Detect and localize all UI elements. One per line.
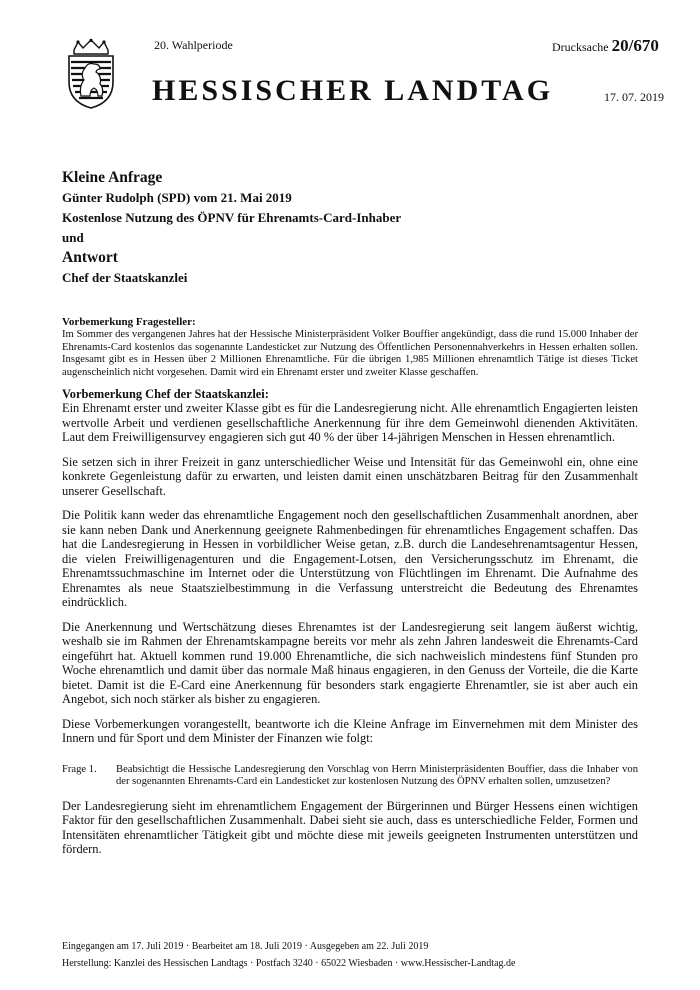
paragraph-fragesteller: Im Sommer des vergangenen Jahres hat der Hessische Ministerpräsident Volker Bouffier angekündigt, dass die rund 15.000 Inhaber der Ehrenamts-Card kostenlos das sogenannte Landesticket zur Nutzung des Öffentlichen Personennahverkehrs in Hessen erhalten sollen. Insgesamt gibt es in Hessen über 2 Millionen Ehrenamtliche. Für die übrigen 1,985 Millionen ehrenamtlich Tätige ist dieses Ticket augenscheinlich nicht vorgesehen. Damit wird ein Ehrenamt erster und zweiter Klasse geschaffen. — [62, 329, 638, 378]
inquiry-subject: Kostenlose Nutzung des ÖPNV für Ehrenamts-Card-Inhaber — [62, 210, 402, 225]
heading-vorbemerkung-staatskanzlei: Vorbemerkung Chef der Staatskanzlei: — [62, 387, 269, 401]
footer-imprint: Herstellung: Kanzlei des Hessischen Landtags · Postfach 3240 · 65022 Wiesbaden · www.Hessischer-Landtag.de — [62, 958, 516, 969]
title-block — [62, 168, 642, 288]
paragraph: Sie setzen sich in ihrer Freizeit in ganz unterschiedlicher Weise und Intensität für das Gemeinwohl ein, ohne eine konkrete Gegenleistung dafür zu erwarten, und leisten damit einen unschätzbaren Beitrag für den Zusammenhalt unserer Gesellschaft. — [62, 454, 638, 498]
inquiry-author: Günter Rudolph (SPD) vom 21. Mai 2019 — [62, 190, 292, 205]
responder: Chef der Staatskanzlei — [62, 270, 188, 285]
drucksache-number: 20/670 — [611, 36, 659, 55]
wahlperiode: 20. Wahlperiode — [154, 38, 233, 52]
heading-vorbemerkung-fragesteller: Vorbemerkung Fragesteller: — [62, 316, 196, 328]
paragraph: Die Anerkennung und Wertschätzung dieses Ehrenamtes ist der Landesregierung seit langem äußerst wichtig, weshalb sie im Rahmen der Ehrenamtskampagne bereits vor mehr als zehn Jahren landesweit die Ehrenamts-Card eingeführt hat. Aktuell kommen rund 19.000 Ehrenamtliche, die sich nachweislich mindestens fünf Stunden pro Woche ehrenamtlich und damit über das normale Maß hinaus engagieren, in den Genuss der Vorteile, die die Karte bietet. Damit ist die E-Card eine Anerkennung für besonders stark engagierte Ehrenamtler, sie ist aber auch ein Angebot, sich noch stärker als bisher zu engagieren. — [62, 619, 638, 706]
document-body — [62, 316, 638, 857]
answer-1: Der Landesregierung sieht im ehrenamtlichem Engagement der Bürgerinnen und Bürger Hessens einen wichtigen Faktor für den gesellschaftlichen Zusammenhalt. Dabei sieht sie auch, dass es unterschiedliche Felder, Formen und Intensitäten ehrenamtlicher Tätigkeit gibt und möchte diese mit jeweils geeigneten Instrumenten unterstützen und fördern. — [62, 798, 638, 856]
document-date: 17. 07. 2019 — [604, 90, 664, 104]
question-1 — [62, 764, 638, 789]
und-label: und — [62, 230, 84, 245]
paragraph: Ein Ehrenamt erster und zweiter Klasse gibt es für die Landesregierung nicht. Alle ehrenamtlich Engagierten leisten wertvolle Arbeit und verdienen gesellschaftliche Anerkennung für ihre dem Gemeinwohl dienenden Aktivitäten. Laut dem Freiwilligensurvey engagieren sich gut 40 % der über 14-jährigen Menschen in Hessen ehrenamtlich. — [62, 401, 638, 444]
question-label: Frage 1. — [62, 763, 97, 775]
footer-dates: Eingegangen am 17. Juli 2019 · Bearbeitet am 18. Juli 2019 · Ausgegeben am 22. Juli 2019 — [62, 941, 429, 952]
antwort-label: Antwort — [62, 249, 118, 266]
drucksache — [552, 36, 659, 56]
inquiry-type: Kleine Anfrage — [62, 169, 163, 186]
parliament-title: HESSISCHER LANDTAG — [152, 74, 554, 107]
paragraph: Die Politik kann weder das ehrenamtliche Engagement noch den gesellschaftlichen Zusammenhalt anordnen, aber sie kann neben Dank und Anerkennung geeignete Rahmenbedingen für ehrenamtliches Engagement schaffen. Das hat die Landesregierung in Hessen in vorbildlicher Weise getan, z.B. durch die Landesehrenamtsagentur Hessen, die vielen Freiwilligenagenturen und die Engagement-Lotsen, den Versicherungsschutz im Ehrenamt, die Ehrenamtssuchmaschine im Internet oder die Unterstützung von Flüchtlingen im Ehrenamt. Die Aufnahme des Ehrenamtes als neue Staatszielbestimmung in die Verfassung unterstreicht die Bedeutung des Ehrenamtes eindrücklich. — [62, 508, 638, 609]
question-text: Beabsichtigt die Hessische Landesregierung den Vorschlag von Herrn Ministerpräsidenten Bouffier, dass die Inhaber von der sogenannten Ehrenamts-Card ein Landesticket zur kostenlosen Nutzung des ÖPNV erhalten sollen, umzusetzen? — [116, 763, 638, 787]
drucksache-label: Drucksache — [552, 40, 609, 54]
footer — [62, 938, 642, 972]
paragraph: Diese Vorbemerkungen vorangestellt, beantworte ich die Kleine Anfrage im Einvernehmen mit dem Minister des Innern und für Sport und dem Minister der Finanzen wie folgt: — [62, 716, 638, 745]
coat-of-arms-logo — [64, 38, 118, 110]
